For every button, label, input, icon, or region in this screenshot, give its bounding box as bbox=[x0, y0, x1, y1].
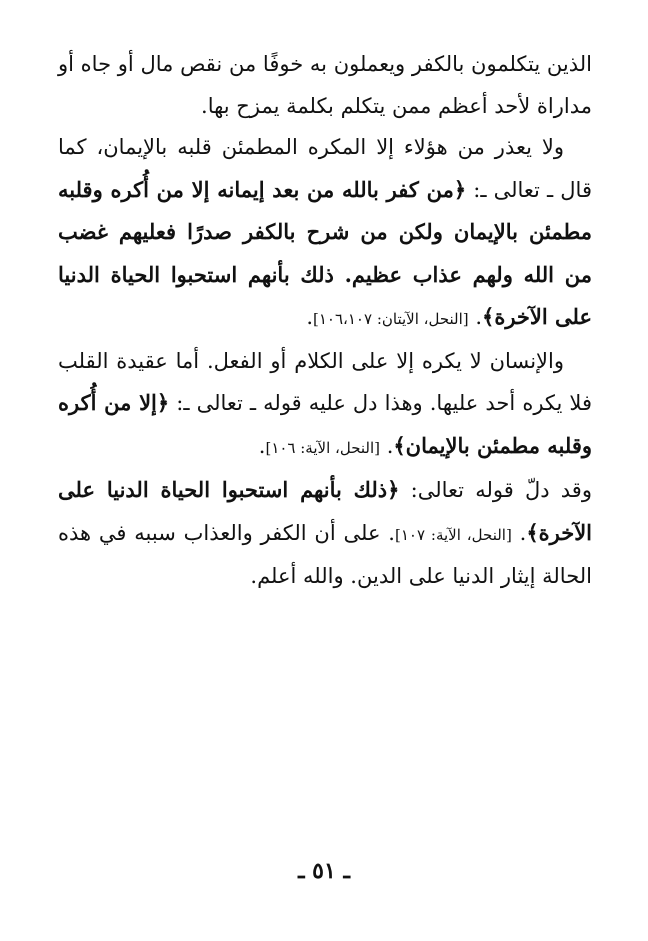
punctuation: . bbox=[468, 305, 483, 329]
paragraph-1 bbox=[58, 44, 592, 127]
paragraph-3 bbox=[58, 341, 592, 470]
page-number: ـ ٥١ ـ bbox=[298, 858, 350, 884]
punctuation: . bbox=[306, 305, 313, 329]
paragraph-4 bbox=[58, 469, 592, 598]
paragraph-text: ولا يعذر من هؤلاء إلا المكره المطمئن قلبه بالإيمان، كما قال ـ تعالى ـ: bbox=[58, 135, 592, 202]
punctuation: . bbox=[258, 433, 266, 458]
quran-verse: ﴿من كفر بالله من بعد إيمانه إلا من أُكره وقلبه مطمئن بالإيمان ولكن من شرح بالكفر صدرًا فعليهم غضب من الله ولهم عذاب عظيم. ذلك بأنهم استحبوا الحياة الدنيا على الآخرة﴾ bbox=[58, 176, 592, 329]
verse-reference: [النحل، الآيتان: ١٠٦،١٠٧] bbox=[313, 310, 469, 328]
punctuation: . bbox=[511, 520, 527, 545]
quran-verse: ﴿إلا من أُكره وقلبه مطمئن بالإيمان﴾ bbox=[58, 390, 592, 458]
paragraph-text: وقد دلّ قوله تعالى: bbox=[399, 478, 592, 502]
paragraph-text: والإنسان لا يكره إلا على الكلام أو الفعل. أما عقيدة القلب فلا يكره أحد عليها. وهذا دل عليه قوله ـ تعالى ـ: bbox=[58, 348, 592, 415]
punctuation: . bbox=[380, 433, 394, 458]
verse-reference: [النحل، الآية: ١٠٧] bbox=[394, 525, 512, 544]
verse-reference: [النحل، الآية: ١٠٦] bbox=[265, 438, 381, 457]
paragraph-text: . على أن الكفر والعذاب سببه في هذه الحالة إيثار الدنيا على الدين. والله أعلم. bbox=[58, 520, 592, 588]
quran-verse: ﴿ذلك بأنهم استحبوا الحياة الدنيا على الآخرة﴾ bbox=[58, 477, 592, 545]
paragraph-text: الذين يتكلمون بالكفر ويعملون به خوفًا من نقص مال أو جاه أو مداراة لأحد أعظم ممن يتكلم بكلمة يمزح بها. bbox=[58, 52, 592, 118]
paragraph-2 bbox=[58, 127, 592, 341]
body-text bbox=[58, 44, 592, 598]
